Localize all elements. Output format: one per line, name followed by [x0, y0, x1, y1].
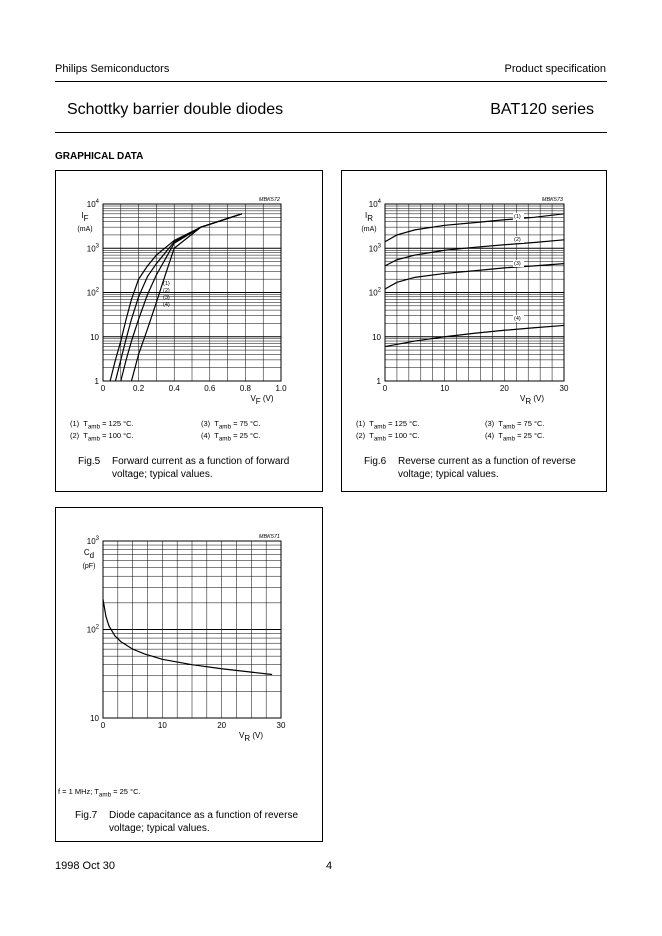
x-tick-label: 10 [440, 384, 450, 393]
page-title: Schottky barrier double diodes [67, 101, 284, 118]
title-rule [55, 132, 607, 133]
series-line-4 [131, 214, 241, 381]
x-tick-label: 0 [100, 384, 106, 393]
x-tick-label: 0.4 [168, 384, 180, 393]
x-tick-label: 10 [157, 721, 167, 730]
fig5-legend-3: (3) $T_{amb} = 75$ °C. [201, 419, 261, 431]
x-tick-label: 0 [382, 384, 388, 393]
x-tick-label: 20 [217, 721, 227, 730]
curve-label: (2) [163, 288, 170, 294]
y-tick-label: $10^3$ [86, 536, 99, 546]
series-line-3 [385, 264, 564, 289]
fig6-legend-1: (1) $T_{amb} = 125$ °C. [356, 419, 420, 431]
fig6-legend-4: (4) $T_{amb} = 25$ °C. [485, 431, 545, 443]
x-tick-label: 30 [559, 384, 569, 393]
series-line-2 [385, 240, 564, 266]
y-tick-label: 1 [94, 377, 99, 386]
section-title: GRAPHICAL DATA [55, 151, 144, 162]
fig5-legend-1: (1) $T_{amb} = 125$ °C. [70, 419, 134, 431]
figure-code: MBK572 [258, 197, 280, 203]
company-name: Philips Semiconductors [55, 63, 170, 75]
y-axis-title: IF [81, 211, 89, 223]
series-line-1 [103, 599, 272, 674]
figure-5-panel [55, 170, 323, 492]
y-tick-label: 10 [372, 332, 381, 342]
curve-label: (1) [514, 214, 521, 220]
y-axis-unit: (pF) [82, 563, 96, 570]
fig6-caption-number: Fig.6 [364, 456, 387, 467]
curve-label: (4) [514, 316, 521, 322]
y-axis-unit: (mA) [77, 226, 93, 233]
figure-7-panel [55, 507, 323, 842]
x-axis-title: VR (V) [238, 731, 264, 743]
figure-code: MBK571 [258, 534, 280, 540]
series-line-2 [115, 214, 241, 381]
series-line-1 [110, 214, 242, 381]
figure-6-chart [342, 171, 606, 491]
figure-5-chart [56, 171, 322, 491]
x-axis-title: VR (V) [519, 394, 545, 406]
fig7-note: f = 1 MHz; $T_{amb} = 25$ °C. [58, 787, 141, 799]
curve-label: (1) [163, 281, 170, 287]
y-tick-label: $10^3$ [368, 243, 381, 254]
y-axis-title: IR [364, 211, 374, 223]
x-tick-label: 30 [276, 721, 286, 730]
x-tick-label: 0.6 [204, 384, 216, 393]
curve-label: (2) [514, 237, 521, 243]
fig5-caption-text: Forward current as a function of forward voltage; typical values. [112, 456, 290, 480]
fig6-caption-text: Reverse current as a function of reverse voltage; typical values. [398, 456, 576, 480]
figure-6-panel [341, 170, 607, 492]
footer-date: 1998 Oct 30 [55, 860, 115, 872]
curve-label: (4) [163, 302, 170, 308]
fig6-legend-2: (2) $T_{amb} = 100$ °C. [356, 431, 420, 443]
fig7-caption-text: Diode capacitance as a function of reverse voltage; typical values. [109, 810, 298, 834]
part-number: BAT120 series [490, 101, 594, 118]
page-number: 4 [326, 860, 333, 872]
y-tick-label: 10 [90, 714, 99, 723]
fig6-caption [364, 455, 604, 483]
y-axis-unit: (mA) [361, 226, 377, 233]
y-tick-label: $10^4$ [86, 199, 99, 209]
series-line-1 [385, 214, 564, 242]
figure-code: MBK573 [541, 197, 563, 203]
y-tick-label: 10 [90, 332, 99, 342]
y-tick-label: $10^2$ [368, 287, 381, 298]
fig5-legend-2: (2) $T_{amb} = 100$ °C. [70, 431, 134, 443]
fig5-caption-number: Fig.5 [78, 456, 101, 467]
x-tick-label: 1.0 [275, 384, 287, 393]
x-tick-label: 20 [499, 384, 509, 393]
fig7-caption [75, 809, 315, 837]
x-tick-label: 0.2 [133, 384, 145, 393]
y-tick-label: $10^2$ [86, 624, 99, 635]
y-tick-label: 1 [376, 377, 381, 386]
doc-type: Product specification [504, 63, 606, 75]
y-axis-title: Cd [83, 548, 95, 560]
x-tick-label: 0 [100, 721, 106, 730]
fig5-caption [78, 455, 318, 483]
header-rule [55, 81, 607, 82]
fig7-caption-number: Fig.7 [75, 810, 98, 821]
y-tick-label: $10^3$ [86, 243, 99, 254]
y-tick-label: $10^4$ [368, 199, 381, 209]
x-tick-label: 0.8 [239, 384, 251, 393]
fig5-legend-4: (4) $T_{amb} = 25$ °C. [201, 431, 261, 443]
fig6-legend-3: (3) $T_{amb} = 75$ °C. [485, 419, 545, 431]
y-tick-label: $10^2$ [86, 287, 99, 298]
x-axis-title: VF (V) [250, 394, 274, 406]
curve-label: (3) [163, 295, 170, 301]
curve-label: (3) [514, 261, 521, 267]
